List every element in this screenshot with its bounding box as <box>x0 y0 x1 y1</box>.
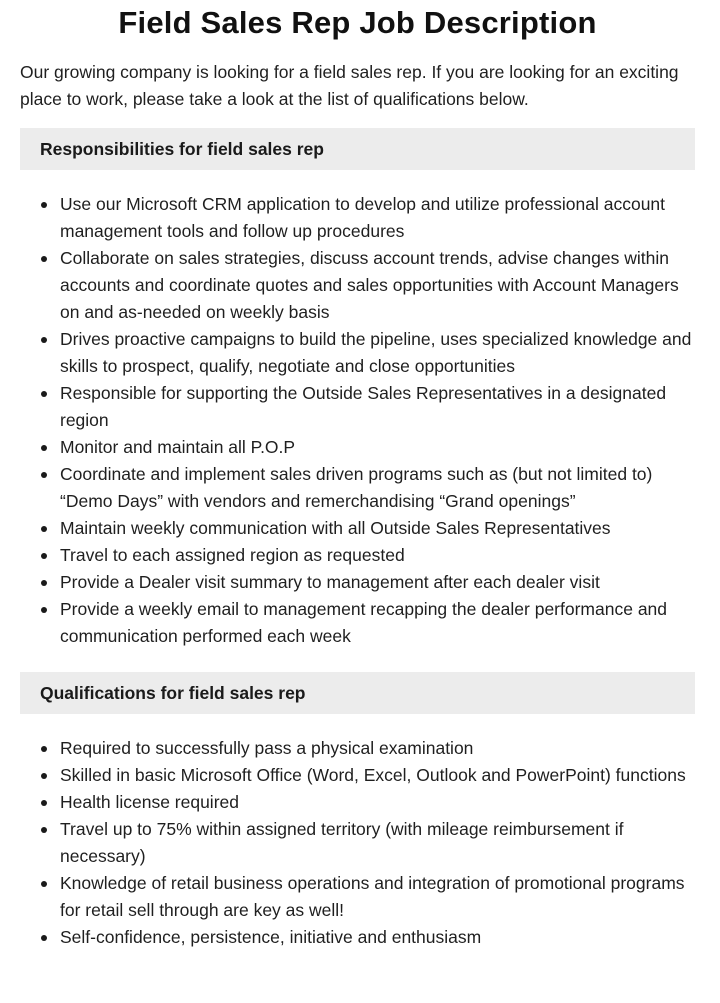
list-item-text: Monitor and maintain all P.O.P <box>60 437 296 457</box>
bullet-icon <box>41 202 47 208</box>
bullet-icon <box>41 580 47 586</box>
list-item-text: Provide a Dealer visit summary to management after each dealer visit <box>60 572 600 592</box>
bullet-icon <box>41 391 47 397</box>
list-item-text: Provide a weekly email to management recapping the dealer performance and communication performed each week <box>60 599 668 646</box>
bullet-icon <box>41 935 47 941</box>
list-item <box>20 461 695 515</box>
list-item <box>20 542 695 569</box>
job-description-page <box>20 0 695 951</box>
list-item <box>20 870 695 924</box>
list-item <box>20 735 695 762</box>
bullet-icon <box>41 881 47 887</box>
list-item <box>20 434 695 461</box>
qualifications-heading: Qualifications for field sales rep <box>20 672 695 714</box>
list-item <box>20 380 695 434</box>
list-item-text: Skilled in basic Microsoft Office (Word, Excel, Outlook and PowerPoint) functions <box>60 765 686 785</box>
list-item-text: Travel to each assigned region as requested <box>60 545 405 565</box>
bullet-icon <box>41 526 47 532</box>
bullet-icon <box>41 773 47 779</box>
list-item-text: Knowledge of retail business operations and integration of promotional programs for retail sell through are key as well! <box>60 873 685 920</box>
bullet-icon <box>41 256 47 262</box>
list-item <box>20 245 695 326</box>
list-item-text: Use our Microsoft CRM application to develop and utilize professional account management tools and follow up procedures <box>60 194 666 241</box>
qualifications-list <box>20 735 695 951</box>
list-item <box>20 191 695 245</box>
intro-paragraph: Our growing company is looking for a field sales rep. If you are looking for an exciting place to work, please take a look at the list of qualifications below. <box>20 62 679 109</box>
bullet-icon <box>41 746 47 752</box>
bullet-icon <box>41 607 47 613</box>
bullet-icon <box>41 553 47 559</box>
list-item <box>20 789 695 816</box>
bullet-icon <box>41 337 47 343</box>
list-item <box>20 924 695 951</box>
list-item <box>20 762 695 789</box>
responsibilities-heading: Responsibilities for field sales rep <box>20 128 695 170</box>
bullet-icon <box>41 800 47 806</box>
bullet-icon <box>41 445 47 451</box>
list-item-text: Drives proactive campaigns to build the pipeline, uses specialized knowledge and skills to prospect, qualify, negotiate and close opportunities <box>60 329 692 376</box>
list-item <box>20 596 695 650</box>
list-item-text: Maintain weekly communication with all Outside Sales Representatives <box>60 518 611 538</box>
list-item-text: Required to successfully pass a physical examination <box>60 738 474 758</box>
list-item-text: Self-confidence, persistence, initiative and enthusiasm <box>60 927 482 947</box>
list-item-text: Coordinate and implement sales driven programs such as (but not limited to) “Demo Days” with vendors and remerchandising “Grand openings” <box>60 464 653 511</box>
responsibilities-list <box>20 191 695 650</box>
list-item-text: Travel up to 75% within assigned territory (with mileage reimbursement if necessary) <box>60 819 624 866</box>
list-item <box>20 569 695 596</box>
list-item-text: Responsible for supporting the Outside Sales Representatives in a designated region <box>60 383 667 430</box>
list-item <box>20 326 695 380</box>
bullet-icon <box>41 827 47 833</box>
list-item <box>20 515 695 542</box>
bullet-icon <box>41 472 47 478</box>
list-item <box>20 816 695 870</box>
list-item-text: Health license required <box>60 792 239 812</box>
list-item-text: Collaborate on sales strategies, discuss account trends, advise changes within accounts and coordinate quotes and sales opportunities with Account Managers on and as-needed on weekly basis <box>60 248 679 322</box>
page-title: Field Sales Rep Job Description <box>118 5 597 40</box>
